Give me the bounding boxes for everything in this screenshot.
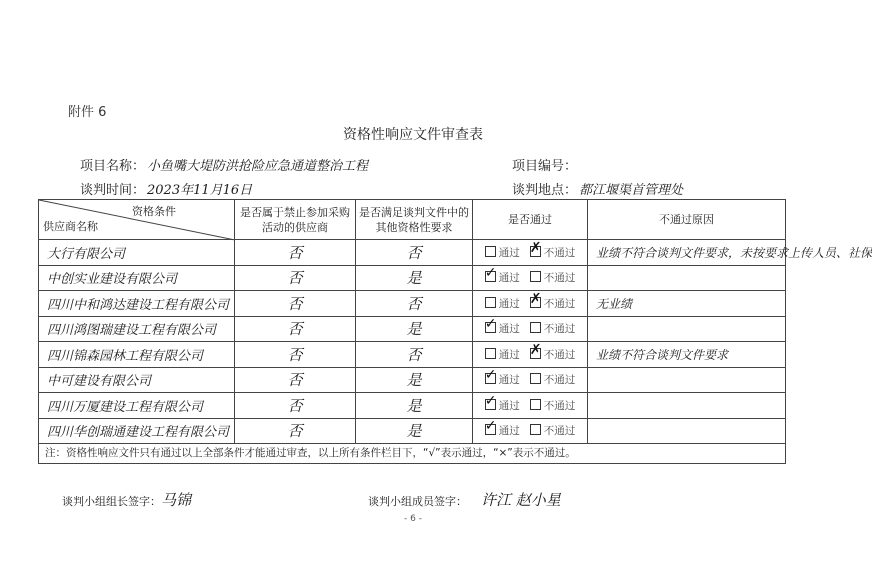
- other-requirement-answer: 否: [356, 291, 473, 317]
- fail-reason: [588, 265, 786, 291]
- header-qualification-conditions: 资格条件: [132, 205, 176, 218]
- members-signature-label: 谈判小组成员签字：: [368, 495, 467, 508]
- leader-signature: 马锦: [161, 491, 192, 509]
- header-forbidden-supplier: 是否属于禁止参加采购活动的供应商: [235, 200, 356, 240]
- fail-option-label: 不通过: [543, 272, 576, 285]
- fail-option-label: 不通过: [543, 425, 576, 438]
- fail-reason: 业绩不符合谈判文件要求，未按要求上传人员、社保: [588, 240, 786, 266]
- fail-checkbox[interactable]: [530, 271, 541, 282]
- pass-options: [473, 393, 588, 419]
- other-requirement-answer: 否: [356, 342, 473, 368]
- other-requirement-answer: 是: [356, 367, 473, 393]
- other-requirement-answer: 是: [356, 393, 473, 419]
- pass-options: [473, 418, 588, 444]
- pass-option-label: 通过: [498, 323, 520, 336]
- header-other-requirements: 是否满足谈判文件中的其他资格性要求: [356, 200, 473, 240]
- fail-checkbox[interactable]: [530, 399, 541, 410]
- forbidden-answer: 否: [235, 291, 356, 317]
- negotiation-place-field: [512, 179, 683, 198]
- forbidden-answer: 否: [235, 316, 356, 342]
- supplier-name: 四川中和鸿达建设工程有限公司: [39, 291, 235, 317]
- pass-checkbox[interactable]: [485, 399, 496, 410]
- fail-option-label: 不通过: [543, 399, 576, 412]
- project-no-field: [512, 155, 579, 174]
- fail-option-label: 不通过: [543, 246, 576, 259]
- negotiation-place-value: 都江堰渠首管理处: [579, 183, 684, 198]
- members-signature: 许江 赵小星: [481, 491, 561, 509]
- supplier-name: 中可建设有限公司: [39, 367, 235, 393]
- pass-checkbox[interactable]: [485, 373, 496, 384]
- fail-checkbox[interactable]: [530, 246, 541, 257]
- pass-options: [473, 342, 588, 368]
- other-requirement-answer: 是: [356, 418, 473, 444]
- supplier-name: 大行有限公司: [39, 240, 235, 266]
- table-row: [39, 265, 786, 291]
- table-row: [39, 367, 786, 393]
- other-requirement-answer: 是: [356, 265, 473, 291]
- table-row: [39, 240, 786, 266]
- negotiation-time-field: [80, 179, 252, 198]
- qualification-review-table: [38, 199, 872, 464]
- pass-checkbox[interactable]: [485, 271, 496, 282]
- fail-checkbox[interactable]: [530, 322, 541, 333]
- pass-option-label: 通过: [498, 297, 520, 310]
- leader-signature-label: 谈判小组组长签字：: [62, 495, 161, 508]
- project-name-label: 项目名称：: [80, 159, 146, 174]
- pass-option-label: 通过: [498, 246, 520, 259]
- table-note: 注：资格性响应文件只有通过以上全部条件才能通过审查，以上所有条件栏目下，“√”表示通过，“×”表示不通过。: [39, 444, 786, 464]
- pass-option-label: 通过: [498, 399, 520, 412]
- pass-option-label: 通过: [498, 374, 520, 387]
- pass-options: [473, 265, 588, 291]
- pass-checkbox[interactable]: [485, 297, 496, 308]
- pass-checkbox[interactable]: [485, 424, 496, 435]
- pass-option-label: 通过: [498, 425, 520, 438]
- project-name-field: [80, 155, 368, 174]
- pass-options: [473, 240, 588, 266]
- fail-reason: [588, 418, 786, 444]
- fail-option-label: 不通过: [543, 323, 576, 336]
- supplier-name: 四川锦森园林工程有限公司: [39, 342, 235, 368]
- fail-checkbox[interactable]: [530, 348, 541, 359]
- forbidden-answer: 否: [235, 240, 356, 266]
- pass-checkbox[interactable]: [485, 348, 496, 359]
- pass-checkbox[interactable]: [485, 246, 496, 257]
- header-passed: 是否通过: [473, 200, 588, 240]
- table-row: [39, 291, 786, 317]
- forbidden-answer: 否: [235, 393, 356, 419]
- supplier-name: 中创实业建设有限公司: [39, 265, 235, 291]
- forbidden-answer: 否: [235, 265, 356, 291]
- pass-checkbox[interactable]: [485, 322, 496, 333]
- other-requirement-answer: 是: [356, 316, 473, 342]
- leader-signature-field: [62, 489, 191, 510]
- attachment-label: 附件 6: [68, 105, 107, 120]
- project-name-value: 小鱼嘴大堤防洪抢险应急通道整治工程: [147, 159, 369, 174]
- pass-options: [473, 367, 588, 393]
- forbidden-answer: 否: [235, 418, 356, 444]
- supplier-name: 四川华创瑞通建设工程有限公司: [39, 418, 235, 444]
- pass-option-label: 通过: [498, 272, 520, 285]
- header-diagonal-cell: [39, 200, 235, 240]
- note-row: [39, 444, 786, 464]
- fail-option-label: 不通过: [543, 374, 576, 387]
- table-row: [39, 418, 786, 444]
- negotiation-place-label: 谈判地点：: [512, 183, 578, 198]
- supplier-name: 四川鸿图瑞建设工程有限公司: [39, 316, 235, 342]
- negotiation-time-value: 2023年11月16日: [147, 183, 253, 198]
- document-title: 资格性响应文件审查表: [343, 127, 483, 143]
- fail-checkbox[interactable]: [530, 297, 541, 308]
- fail-reason: [588, 316, 786, 342]
- other-requirement-answer: 否: [356, 240, 473, 266]
- pass-option-label: 通过: [498, 348, 520, 361]
- page-number: - 6 -: [404, 514, 422, 524]
- fail-reason: [588, 367, 786, 393]
- header-fail-reason: 不通过原因: [588, 200, 786, 240]
- negotiation-time-label: 谈判时间：: [80, 183, 146, 198]
- fail-reason: 无业绩: [588, 291, 786, 317]
- fail-reason: 业绩不符合谈判文件要求: [588, 342, 786, 368]
- table-header-row: [39, 200, 786, 240]
- fail-checkbox[interactable]: [530, 424, 541, 435]
- table-row: [39, 342, 786, 368]
- table-row: [39, 393, 786, 419]
- table-row: [39, 316, 786, 342]
- forbidden-answer: 否: [235, 367, 356, 393]
- members-signature-field: [368, 489, 561, 510]
- forbidden-answer: 否: [235, 342, 356, 368]
- pass-options: [473, 316, 588, 342]
- fail-checkbox[interactable]: [530, 373, 541, 384]
- fail-option-label: 不通过: [543, 297, 576, 310]
- pass-options: [473, 291, 588, 317]
- fail-reason: [588, 393, 786, 419]
- supplier-name: 四川万厦建设工程有限公司: [39, 393, 235, 419]
- header-supplier-name: 供应商名称: [43, 220, 98, 233]
- fail-option-label: 不通过: [543, 348, 576, 361]
- project-no-label: 项目编号：: [512, 159, 578, 174]
